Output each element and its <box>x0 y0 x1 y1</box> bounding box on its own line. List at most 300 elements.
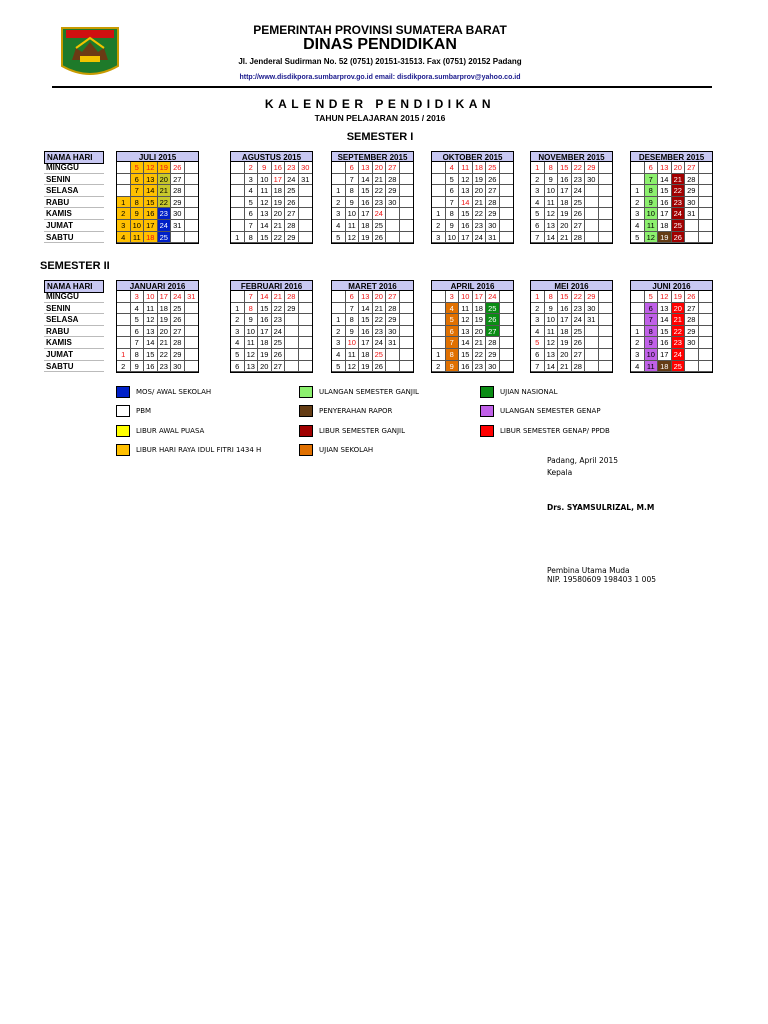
day-cell: 21 <box>373 303 387 315</box>
day-cell: 15 <box>658 326 672 338</box>
month-title: JANUARI 2016 <box>116 280 199 291</box>
day-cell: 15 <box>144 197 158 209</box>
day-cell <box>585 232 599 244</box>
day-cell: 12 <box>459 174 473 186</box>
day-cell: 28 <box>171 185 185 197</box>
day-cell: 18 <box>359 220 373 232</box>
day-cell <box>699 303 713 315</box>
day-cell: 2 <box>117 208 131 220</box>
legend-swatch <box>480 405 494 417</box>
day-cell: 28 <box>685 174 699 186</box>
day-cell: 6 <box>346 162 360 174</box>
day-cell <box>400 220 414 232</box>
day-cell <box>699 174 713 186</box>
month-block <box>431 280 514 373</box>
legend-label: ULANGAN SEMESTER GENAP <box>500 407 601 415</box>
day-cell <box>585 349 599 361</box>
day-cell <box>332 162 346 174</box>
day-cell: 12 <box>144 314 158 326</box>
day-cell: 27 <box>486 326 500 338</box>
day-cell: 27 <box>272 361 286 373</box>
day-cell: 27 <box>685 162 699 174</box>
day-cell: 24 <box>285 174 299 186</box>
day-cell: 29 <box>386 185 400 197</box>
day-cell: 4 <box>332 349 346 361</box>
day-cell: 18 <box>158 303 172 315</box>
day-cell: 13 <box>144 326 158 338</box>
day-name: SELASA <box>44 185 104 197</box>
day-cell: 18 <box>272 185 286 197</box>
day-cell: 21 <box>272 291 286 303</box>
day-cell: 21 <box>558 232 572 244</box>
day-cell: 17 <box>558 314 572 326</box>
month-block <box>630 280 713 373</box>
day-cell: 15 <box>558 291 572 303</box>
day-cell <box>432 303 446 315</box>
day-cell <box>332 291 346 303</box>
day-cell: 19 <box>272 197 286 209</box>
day-cell: 25 <box>486 162 500 174</box>
day-cell: 8 <box>545 162 559 174</box>
day-cell <box>117 303 131 315</box>
day-cell <box>699 337 713 349</box>
day-cell: 8 <box>346 185 360 197</box>
day-cell: 3 <box>432 232 446 244</box>
day-cell: 15 <box>144 349 158 361</box>
day-cell: 6 <box>531 220 545 232</box>
day-cell <box>400 349 414 361</box>
day-cell: 7 <box>645 314 659 326</box>
day-cell <box>585 337 599 349</box>
day-cell: 7 <box>531 361 545 373</box>
day-cell: 8 <box>645 326 659 338</box>
day-cell <box>400 208 414 220</box>
day-cell <box>400 291 414 303</box>
day-cell: 3 <box>631 208 645 220</box>
day-cell: 29 <box>171 349 185 361</box>
day-cell: 29 <box>486 349 500 361</box>
day-cell <box>599 197 613 209</box>
day-cell: 28 <box>386 303 400 315</box>
semester-2-label: SEMESTER II <box>40 260 110 272</box>
day-cell: 20 <box>473 185 487 197</box>
day-cell: 26 <box>572 337 586 349</box>
day-cell <box>699 291 713 303</box>
day-cell: 1 <box>432 208 446 220</box>
day-cell: 5 <box>531 337 545 349</box>
day-cell <box>500 303 514 315</box>
day-cell <box>117 291 131 303</box>
day-cell: 8 <box>131 349 145 361</box>
day-cell <box>299 326 313 338</box>
month-block <box>530 151 613 244</box>
day-cell: 11 <box>346 349 360 361</box>
day-cell: 3 <box>631 349 645 361</box>
day-cell: 23 <box>572 174 586 186</box>
day-header-sem1: NAMA HARI <box>44 151 104 164</box>
day-cell: 3 <box>531 314 545 326</box>
day-cell: 13 <box>359 291 373 303</box>
day-cell: 9 <box>258 162 272 174</box>
day-cell: 17 <box>459 232 473 244</box>
day-cell: 3 <box>531 185 545 197</box>
day-cell: 12 <box>545 208 559 220</box>
day-cell: 21 <box>558 361 572 373</box>
day-cell: 6 <box>131 326 145 338</box>
day-cell: 24 <box>572 314 586 326</box>
day-cell: 13 <box>459 326 473 338</box>
day-cell <box>699 185 713 197</box>
day-cell: 6 <box>645 303 659 315</box>
day-cell: 19 <box>672 291 686 303</box>
day-cell: 31 <box>185 291 199 303</box>
day-cell: 31 <box>171 220 185 232</box>
day-cell: 8 <box>245 232 259 244</box>
day-cell: 24 <box>486 291 500 303</box>
day-cell: 28 <box>486 197 500 209</box>
day-cell: 15 <box>459 208 473 220</box>
day-cell: 21 <box>672 314 686 326</box>
legend-label: PBM <box>136 407 152 415</box>
day-cell: 4 <box>231 337 245 349</box>
month-grid <box>116 291 199 373</box>
day-cell: 18 <box>359 349 373 361</box>
day-cell: 29 <box>685 185 699 197</box>
day-cell: 3 <box>231 326 245 338</box>
day-cell: 13 <box>545 220 559 232</box>
day-cell: 27 <box>685 303 699 315</box>
day-cell: 26 <box>685 291 699 303</box>
day-cell <box>500 220 514 232</box>
day-cell <box>699 314 713 326</box>
day-cell: 15 <box>359 314 373 326</box>
day-name: JUMAT <box>44 220 104 232</box>
day-cell: 7 <box>245 291 259 303</box>
day-cell: 2 <box>117 361 131 373</box>
day-cell: 17 <box>359 337 373 349</box>
day-cell: 22 <box>473 208 487 220</box>
day-cell: 15 <box>258 232 272 244</box>
day-cell: 26 <box>672 232 686 244</box>
day-cell: 16 <box>144 361 158 373</box>
day-cell: 25 <box>672 361 686 373</box>
day-cell: 29 <box>386 314 400 326</box>
day-cell: 25 <box>272 337 286 349</box>
day-cell <box>500 314 514 326</box>
day-cell <box>432 291 446 303</box>
day-cell <box>400 174 414 186</box>
day-cell: 19 <box>558 208 572 220</box>
day-cell: 28 <box>486 337 500 349</box>
day-cell: 18 <box>258 337 272 349</box>
day-cell: 16 <box>359 326 373 338</box>
day-cell: 16 <box>359 197 373 209</box>
day-cell: 1 <box>432 349 446 361</box>
signature-rank: Pembina Utama Muda <box>547 566 630 575</box>
day-cell: 5 <box>631 232 645 244</box>
day-cell: 16 <box>658 337 672 349</box>
month-title: MEI 2016 <box>530 280 613 291</box>
day-cell: 12 <box>658 291 672 303</box>
day-cell: 30 <box>171 208 185 220</box>
day-cell: 20 <box>272 208 286 220</box>
day-cell: 29 <box>171 197 185 209</box>
day-cell: 28 <box>285 220 299 232</box>
day-cell: 12 <box>144 162 158 174</box>
day-cell: 28 <box>285 291 299 303</box>
month-block <box>116 151 199 244</box>
day-cell: 27 <box>285 208 299 220</box>
day-cell: 16 <box>144 208 158 220</box>
day-cell <box>685 349 699 361</box>
day-cell: 4 <box>117 232 131 244</box>
day-cell: 4 <box>245 185 259 197</box>
day-cell <box>599 185 613 197</box>
day-cell <box>500 326 514 338</box>
day-cell <box>332 303 346 315</box>
day-cell: 30 <box>386 326 400 338</box>
day-cell <box>585 326 599 338</box>
day-cell: 21 <box>672 174 686 186</box>
day-cell: 9 <box>346 197 360 209</box>
day-cell: 26 <box>171 314 185 326</box>
day-cell <box>231 162 245 174</box>
legend-swatch <box>116 386 130 398</box>
day-cell: 8 <box>446 349 460 361</box>
day-cell: 11 <box>258 185 272 197</box>
day-cell <box>500 185 514 197</box>
signature-place-date: Padang, April 2015 <box>547 456 619 465</box>
day-cell: 14 <box>459 197 473 209</box>
legend-swatch <box>299 386 313 398</box>
day-cell: 24 <box>171 291 185 303</box>
day-name: SENIN <box>44 303 104 315</box>
day-cell: 4 <box>631 361 645 373</box>
day-header-sem2: NAMA HARI <box>44 280 104 293</box>
day-cell <box>299 303 313 315</box>
month-grid <box>331 162 414 244</box>
day-cell <box>185 162 199 174</box>
day-cell <box>386 208 400 220</box>
day-cell: 1 <box>332 185 346 197</box>
day-cell <box>299 337 313 349</box>
legend-label: ULANGAN SEMESTER GANJIL <box>319 388 419 396</box>
day-cell: 23 <box>373 197 387 209</box>
day-cell: 2 <box>231 314 245 326</box>
day-cell: 17 <box>658 208 672 220</box>
day-cell: 20 <box>558 349 572 361</box>
day-cell: 21 <box>158 337 172 349</box>
day-cell: 26 <box>572 208 586 220</box>
day-cell <box>185 185 199 197</box>
day-cell <box>299 314 313 326</box>
day-cell: 12 <box>245 349 259 361</box>
day-cell: 22 <box>672 326 686 338</box>
day-cell <box>699 220 713 232</box>
day-cell <box>185 303 199 315</box>
day-cell: 1 <box>631 185 645 197</box>
legend-label: PENYERAHAN RAPOR <box>319 407 393 415</box>
day-cell <box>500 232 514 244</box>
day-cell: 12 <box>459 314 473 326</box>
day-cell <box>699 232 713 244</box>
day-cell: 29 <box>285 303 299 315</box>
day-cell: 29 <box>486 208 500 220</box>
day-cell: 11 <box>346 220 360 232</box>
day-name: SENIN <box>44 174 104 186</box>
day-cell: 7 <box>531 232 545 244</box>
day-cell <box>599 232 613 244</box>
day-cell: 24 <box>373 208 387 220</box>
day-cell: 6 <box>531 349 545 361</box>
month-block <box>630 151 713 244</box>
day-cell: 10 <box>346 337 360 349</box>
day-cell: 16 <box>558 174 572 186</box>
day-cell: 16 <box>459 361 473 373</box>
day-cell: 26 <box>373 232 387 244</box>
day-cell <box>699 197 713 209</box>
day-cell: 10 <box>459 291 473 303</box>
day-cell: 19 <box>359 232 373 244</box>
day-cell <box>400 314 414 326</box>
day-cell <box>400 326 414 338</box>
day-cell <box>500 197 514 209</box>
header-government: PEMERINTAH PROVINSI SUMATERA BARAT <box>253 23 507 37</box>
day-cell: 11 <box>545 326 559 338</box>
day-cell <box>400 185 414 197</box>
day-cell: 8 <box>545 291 559 303</box>
day-cell: 15 <box>558 162 572 174</box>
day-cell: 18 <box>658 361 672 373</box>
day-cell: 27 <box>171 326 185 338</box>
day-cell <box>432 185 446 197</box>
day-cell: 10 <box>144 291 158 303</box>
day-cell: 22 <box>473 349 487 361</box>
day-cell: 31 <box>585 314 599 326</box>
day-cell: 19 <box>658 232 672 244</box>
day-cell <box>185 220 199 232</box>
document-subtitle: TAHUN PELAJARAN 2015 / 2016 <box>314 113 446 123</box>
day-cell: 19 <box>158 314 172 326</box>
day-cell <box>231 208 245 220</box>
day-cell <box>432 197 446 209</box>
day-cell: 10 <box>645 349 659 361</box>
day-cell: 12 <box>545 337 559 349</box>
legend-swatch <box>116 425 130 437</box>
day-cell <box>400 361 414 373</box>
day-cell: 14 <box>258 291 272 303</box>
day-cell: 25 <box>486 303 500 315</box>
day-cell: 21 <box>473 337 487 349</box>
day-cell <box>299 185 313 197</box>
day-cell: 2 <box>631 337 645 349</box>
day-cell <box>432 337 446 349</box>
month-grid <box>530 162 613 244</box>
day-cell: 29 <box>585 162 599 174</box>
month-block <box>230 151 313 244</box>
day-cell: 9 <box>545 303 559 315</box>
day-cell: 14 <box>359 174 373 186</box>
day-cell: 4 <box>531 326 545 338</box>
day-cell: 27 <box>386 291 400 303</box>
day-cell: 22 <box>572 162 586 174</box>
day-cell <box>386 349 400 361</box>
day-cell <box>285 349 299 361</box>
day-cell: 19 <box>359 361 373 373</box>
day-cell: 20 <box>373 162 387 174</box>
day-cell <box>631 174 645 186</box>
day-cell: 24 <box>272 326 286 338</box>
day-cell: 17 <box>158 291 172 303</box>
day-cell: 2 <box>432 220 446 232</box>
day-cell: 26 <box>285 197 299 209</box>
day-cell: 25 <box>672 220 686 232</box>
day-cell: 9 <box>446 220 460 232</box>
day-cell <box>386 361 400 373</box>
day-cell: 11 <box>645 220 659 232</box>
day-cell: 22 <box>158 197 172 209</box>
day-cell: 7 <box>245 220 259 232</box>
day-cell <box>631 303 645 315</box>
day-cell: 10 <box>446 232 460 244</box>
day-cell: 23 <box>285 162 299 174</box>
day-cell: 10 <box>245 326 259 338</box>
day-cell: 2 <box>245 162 259 174</box>
day-cell: 19 <box>158 162 172 174</box>
signature-name: Drs. SYAMSULRIZAL, M.M <box>547 503 655 512</box>
day-name: KAMIS <box>44 337 104 349</box>
day-cell: 25 <box>285 185 299 197</box>
day-cell: 9 <box>545 174 559 186</box>
day-cell: 24 <box>473 232 487 244</box>
day-cell <box>631 162 645 174</box>
day-cell: 5 <box>131 314 145 326</box>
day-cell: 2 <box>531 303 545 315</box>
day-cell <box>117 337 131 349</box>
day-cell <box>500 361 514 373</box>
day-cell <box>500 291 514 303</box>
day-cell: 30 <box>585 303 599 315</box>
day-cell: 22 <box>572 291 586 303</box>
day-cell: 30 <box>386 197 400 209</box>
day-cell: 26 <box>486 314 500 326</box>
day-cell: 6 <box>645 162 659 174</box>
day-cell <box>231 291 245 303</box>
legend-label: LIBUR HARI RAYA IDUL FITRI 1434 H <box>136 446 262 454</box>
day-cell <box>599 220 613 232</box>
day-cell <box>585 208 599 220</box>
day-cell <box>599 349 613 361</box>
day-cell: 31 <box>386 337 400 349</box>
day-cell: 3 <box>332 337 346 349</box>
day-name: SABTU <box>44 232 104 244</box>
day-cell: 23 <box>672 337 686 349</box>
day-cell: 4 <box>131 303 145 315</box>
day-cell <box>231 197 245 209</box>
day-cell <box>599 174 613 186</box>
header-web-email: http://www.disdikpora.sumbarprov.go.id email: disdikpora.sumbarprov@yahoo.co.id <box>239 74 521 81</box>
day-cell <box>500 162 514 174</box>
day-cell <box>400 197 414 209</box>
day-cell: 8 <box>645 185 659 197</box>
day-cell: 23 <box>272 314 286 326</box>
day-cell <box>299 220 313 232</box>
day-cell: 1 <box>231 232 245 244</box>
day-cell <box>332 174 346 186</box>
day-cell <box>231 220 245 232</box>
day-cell <box>299 291 313 303</box>
day-cell: 30 <box>486 220 500 232</box>
